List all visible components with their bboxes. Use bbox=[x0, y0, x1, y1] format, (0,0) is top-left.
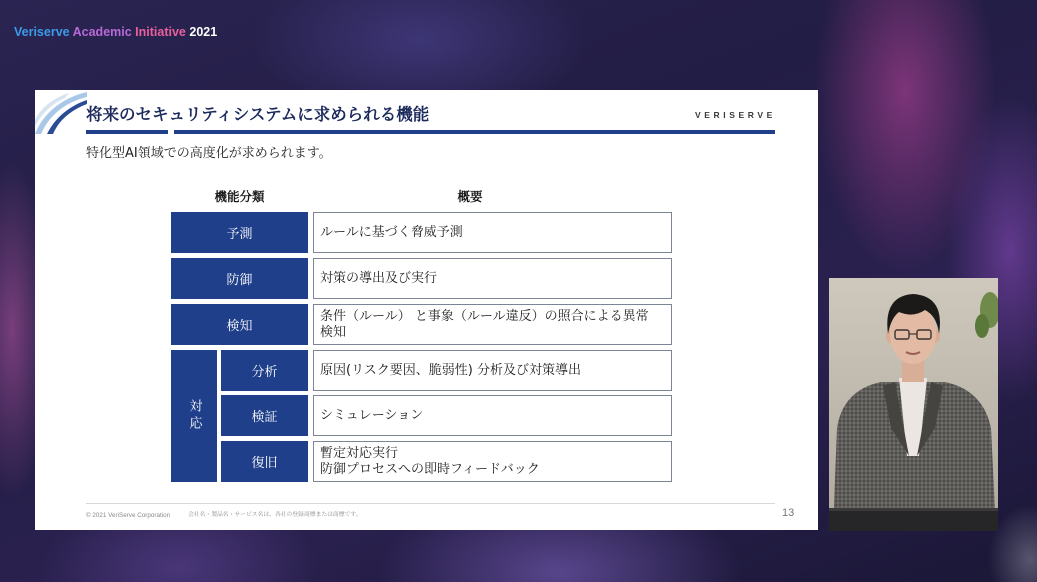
summary-line: シミュレーション bbox=[320, 407, 424, 423]
event-banner bbox=[14, 24, 217, 40]
event-banner-word: Veriserve bbox=[14, 25, 70, 39]
summary-line: 防御プロセスへの即時フィードバック bbox=[320, 461, 540, 477]
subcategory-cell bbox=[221, 395, 308, 436]
slide-subtitle: 特化型AI領域での高度化が求められます。 bbox=[86, 146, 332, 161]
slide-title: 将来のセキュリティシステムに求められる機能 bbox=[86, 105, 430, 124]
footer-copyright: © 2021 VeriServe Corporation bbox=[86, 512, 171, 519]
summary-cell bbox=[313, 395, 672, 436]
summary-cell bbox=[313, 304, 672, 345]
category-label: 防御 bbox=[226, 273, 253, 288]
subcategory-label: 復旧 bbox=[251, 456, 278, 471]
summary-cell bbox=[313, 212, 672, 253]
page-number: 13 bbox=[782, 507, 795, 519]
lectern bbox=[829, 510, 998, 531]
summary-line: 条件（ルール） と事象（ルール違反）の照合による異常 bbox=[320, 308, 649, 324]
table-header-summary: 概要 bbox=[457, 189, 483, 204]
title-underline bbox=[174, 130, 775, 134]
summary-line: 対策の導出及び実行 bbox=[320, 270, 438, 286]
summary-cell bbox=[313, 350, 672, 391]
category-group-label: 対応 bbox=[186, 399, 202, 433]
category-label: 検知 bbox=[226, 319, 253, 334]
subcategory-label: 分析 bbox=[251, 365, 278, 380]
company-logo: VERISERVE bbox=[695, 110, 776, 120]
summary-cell bbox=[313, 441, 672, 482]
category-group-cell bbox=[171, 350, 217, 482]
table-header-category: 機能分類 bbox=[214, 189, 265, 204]
event-banner-word: Initiative bbox=[135, 25, 186, 39]
summary-cell bbox=[313, 258, 672, 299]
subcategory-cell bbox=[221, 350, 308, 391]
summary-line: ルールに基づく脅威予測 bbox=[320, 224, 463, 240]
footer-divider bbox=[86, 503, 775, 504]
category-cell bbox=[171, 212, 308, 253]
presenter-image bbox=[829, 278, 998, 531]
category-cell bbox=[171, 304, 308, 345]
event-banner-word: Academic bbox=[72, 25, 132, 39]
presentation-slide bbox=[35, 90, 818, 530]
category-cell bbox=[171, 258, 308, 299]
subcategory-label: 検証 bbox=[251, 410, 278, 425]
title-underline bbox=[86, 130, 168, 134]
presenter-video bbox=[829, 278, 998, 531]
event-banner-year: 2021 bbox=[189, 25, 218, 39]
swoosh-decoration-icon bbox=[35, 90, 87, 134]
category-label: 予測 bbox=[226, 227, 253, 242]
summary-line: 原因(リスク要因、脆弱性) 分析及び対策導出 bbox=[320, 362, 582, 378]
summary-line: 検知 bbox=[320, 324, 347, 340]
footer-trademark-note: 会社名・製品名・サービス名は、各社の登録商標または商標です。 bbox=[188, 512, 362, 518]
summary-line: 暫定対応実行 bbox=[320, 445, 399, 461]
subcategory-cell bbox=[221, 441, 308, 482]
